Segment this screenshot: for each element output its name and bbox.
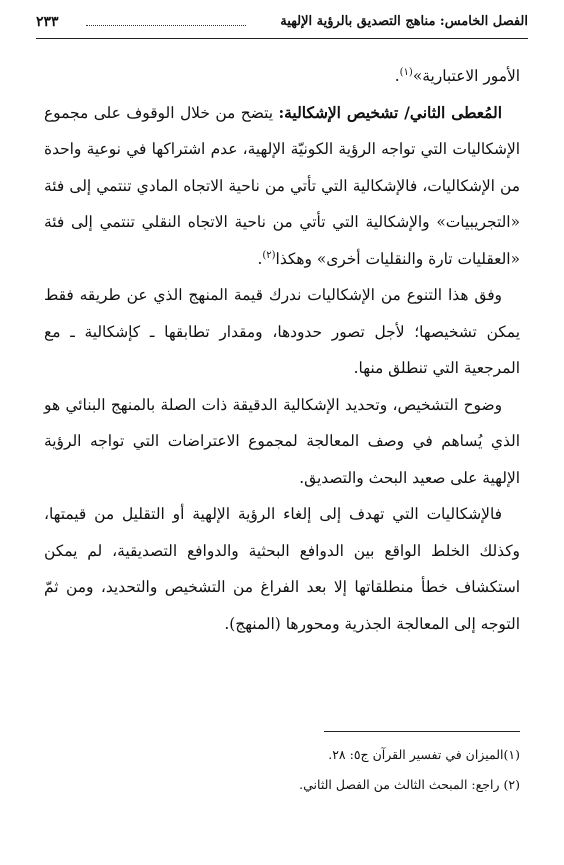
footnote-1: (١)الميزان في تفسير القرآن ج٥: ٢٨. (328, 747, 520, 762)
paragraph-text: الأمور الاعتبارية» (412, 67, 520, 85)
paragraph: وضوح التشخيص، وتحديد الإشكالية الدقيقة ذات الصلة بالمنهج البنائي هو الذي يُساهم في وصف المعالجة لمجموع الاعتراضات التي تواجه الرؤية الإلهية على صعيد البحث والتصديق. (44, 395, 520, 487)
leader-dots (86, 25, 246, 26)
footnote-rule (324, 731, 520, 732)
page-number: ٢٣٣ (36, 14, 59, 30)
body-text (44, 58, 520, 642)
paragraph: فالإشكاليات التي تهدف إلى إلغاء الرؤية الإلهية أو التقليل من قيمتها، وكذلك الخلط الواقع بين الدوافع البحثية والدوافع التصديقية، لم يمكن استكشاف خطأ منطلقاتها إلا بعد الفراغ من التشخيص والتحديد، ومن ثمّ التوجه إلى المعالجة الجذرية ومحورها (المنهج). (44, 505, 520, 633)
paragraph-end: . (394, 67, 400, 85)
footnote-ref-2: (٢) (262, 249, 276, 261)
section-heading: المُعطى الثاني/ تشخيص الإشكالية: (278, 103, 502, 122)
running-head (36, 12, 528, 32)
footnotes (44, 740, 520, 800)
header-rule (36, 38, 528, 39)
footnote-ref-1: (١) (399, 66, 413, 78)
paragraph-text: يتضح من خلال الوقوف على مجموع الإشكاليات التي تواجه الرؤية الكونيّة الإلهية، عدم اشتراكها في نوعية واحدة من الإشكاليات، فالإشكالية التي تأتي من ناحية الاتجاه المادي تنتمي إلى فئة «التجريبيات» والإشكالية التي تأتي من ناحية الاتجاه النقلي تنتمي إلى فئة «العقليات تارة والنقليات أخرى» وهكذا (44, 103, 520, 268)
footnote-2: (٢) راجع: المبحث الثالث من الفصل الثاني. (299, 777, 520, 792)
paragraph-end: . (257, 249, 263, 268)
chapter-title: الفصل الخامس: مناهج التصديق بالرؤية الإلهية (280, 14, 528, 29)
paragraph-continuation (44, 58, 520, 95)
paragraph: وفق هذا التنوع من الإشكاليات ندرك قيمة المنهج الذي عن طريقه فقط يمكن تشخيصها؛ لأجل تصور حدودها، ومقدار تطابقها ـ كإشكالية ـ مع المرجعية التي تنطلق منها. (44, 286, 520, 377)
paragraph-diagnosis (44, 95, 520, 278)
